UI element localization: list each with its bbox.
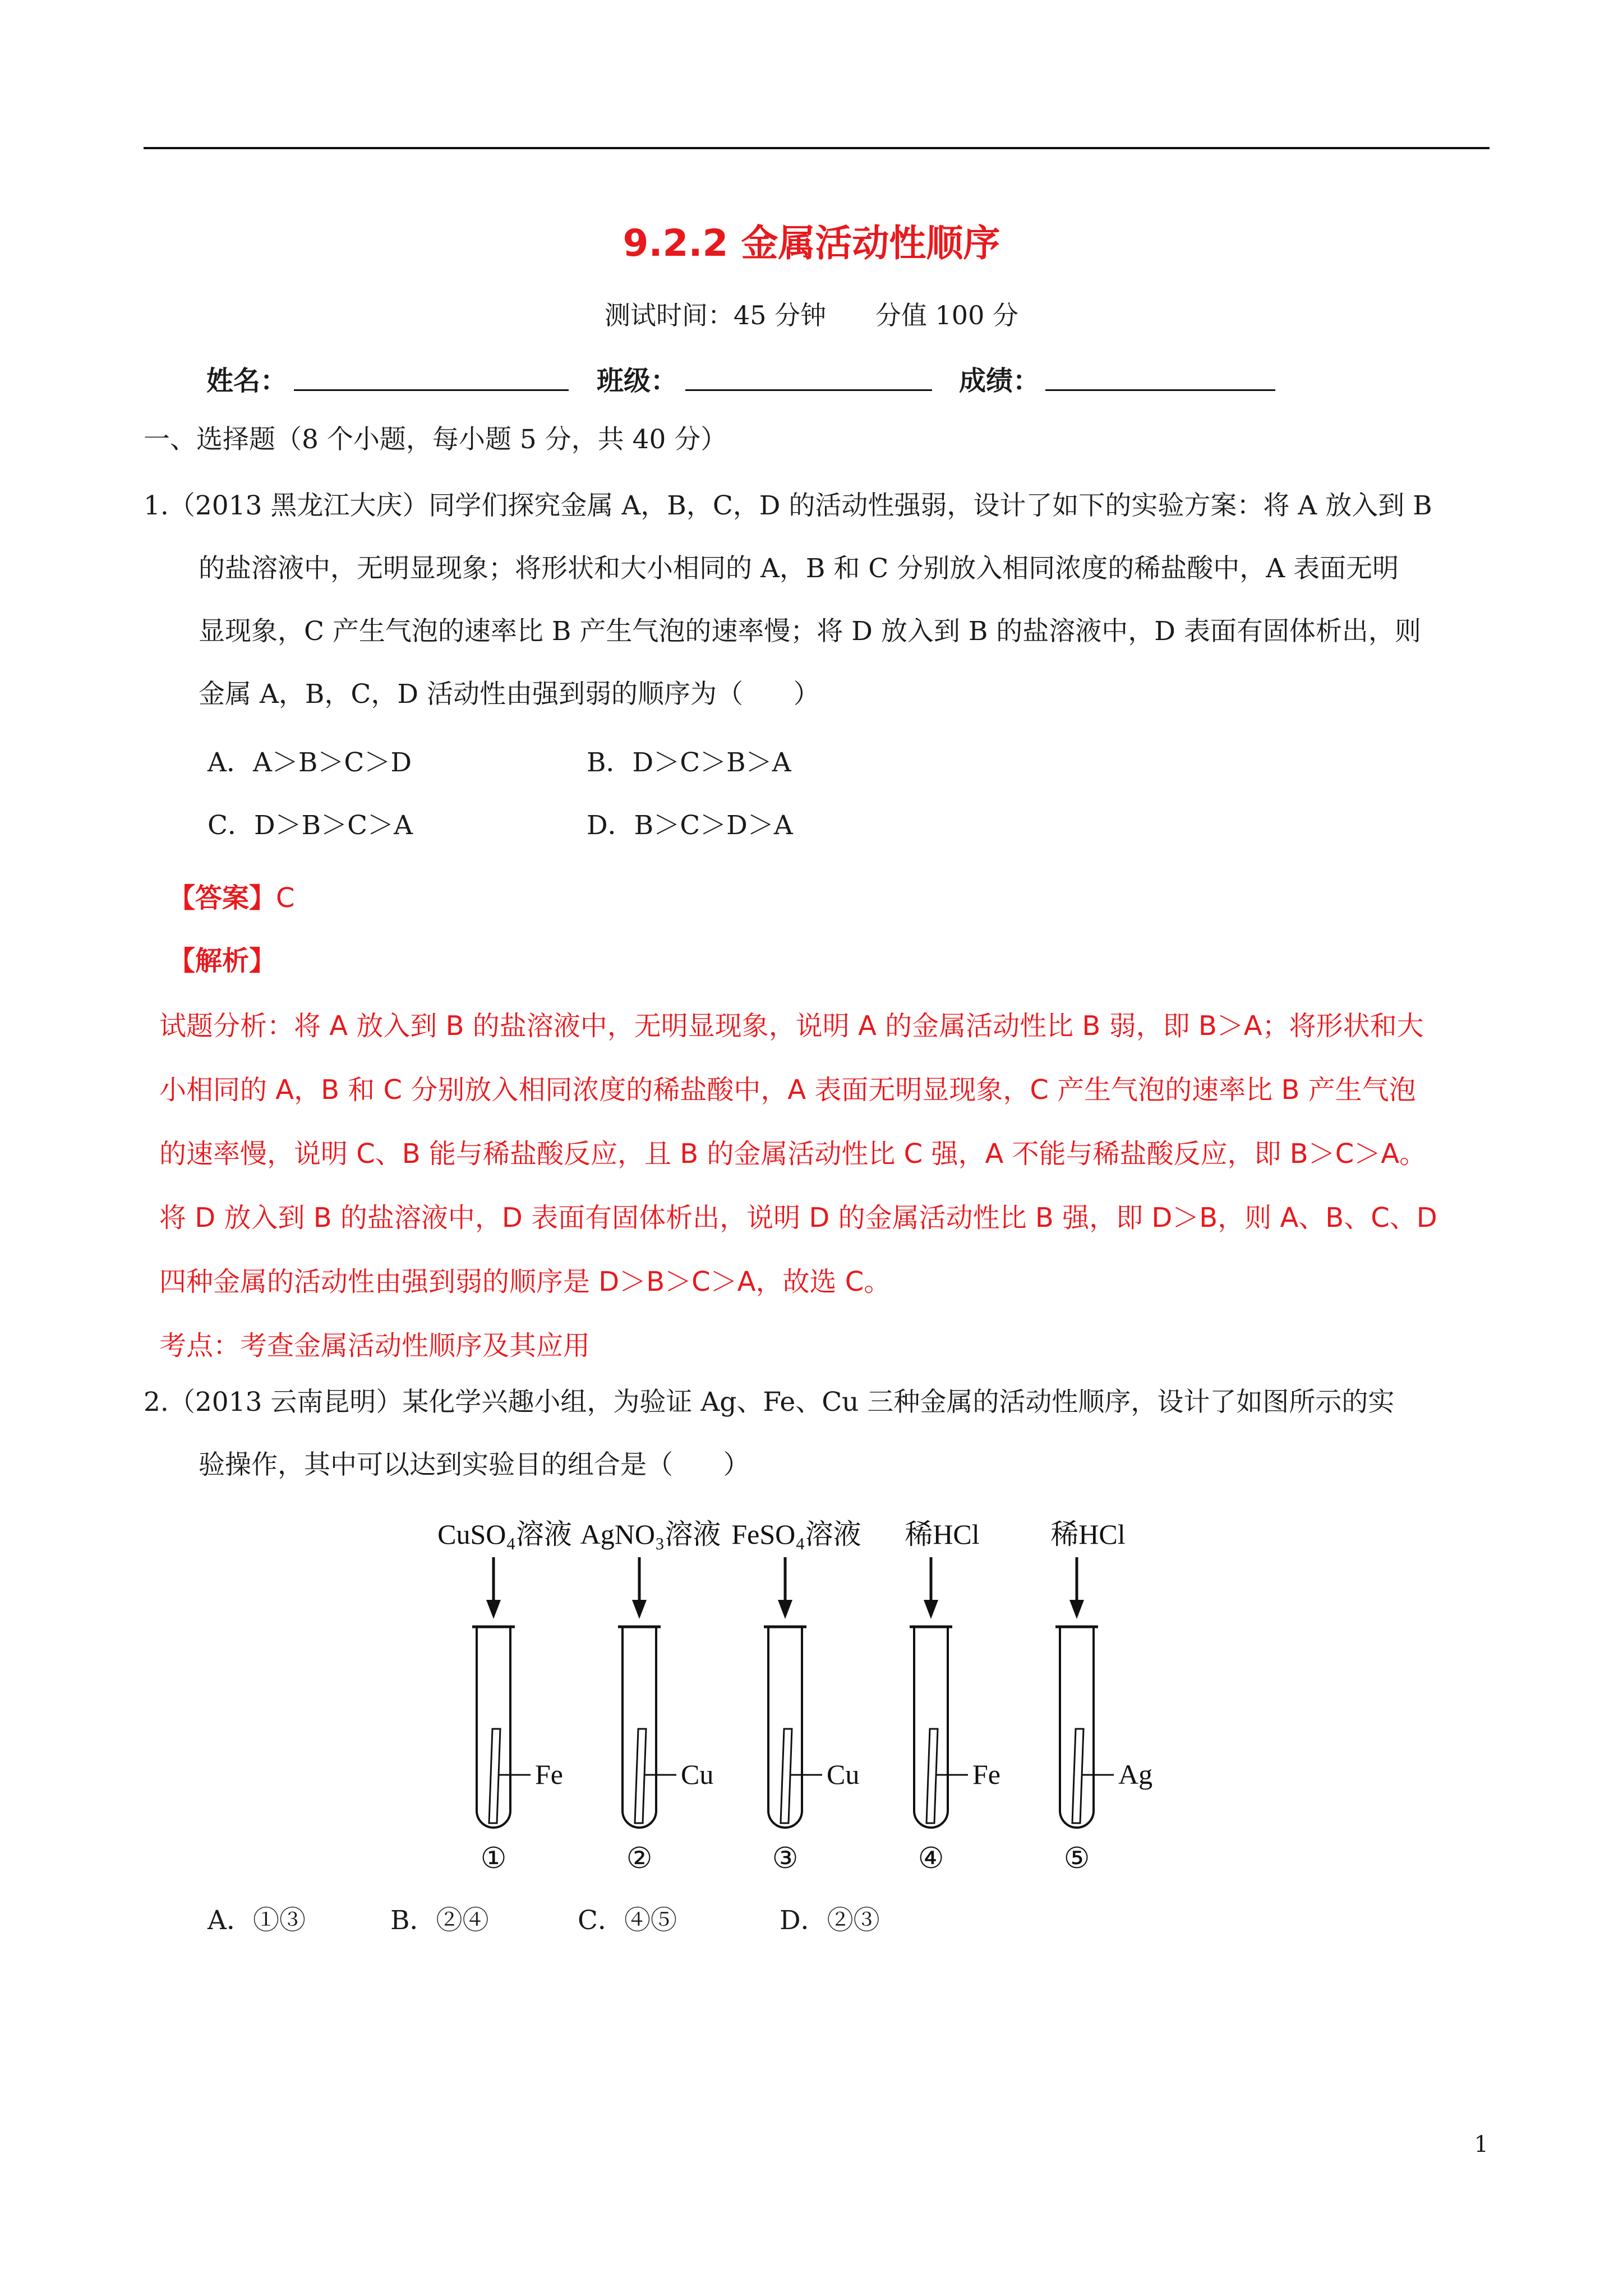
score-field-line[interactable] <box>1045 389 1275 391</box>
header-rule <box>144 147 1490 149</box>
q1-line-3: 显现象，C 产生气泡的速率比 B 产生气泡的速率慢；将 D 放入到 B 的盐溶液中，D 表面有固体析出，则 <box>199 616 1421 647</box>
analysis-line-5: 四种金属的活动性由强到弱的顺序是 D＞B＞C＞A，故选 C。 <box>159 1266 891 1297</box>
metal-strip <box>489 1729 500 1823</box>
q1-line-1: 1.（2013 黑龙江大庆）同学们探究金属 A，B，C，D 的活动性强弱，设计了如下的实验方案：将 A 放入到 B <box>144 490 1432 521</box>
q1-line-4: 金属 A，B，C，D 活动性由强到弱的顺序为（ ） <box>199 679 820 710</box>
metal-label: Cu <box>827 1759 860 1790</box>
reagent-label: FeSO₄溶液 <box>731 1519 861 1550</box>
arrowhead-icon <box>632 1600 647 1619</box>
test-info: 测试时间：45 分钟 分值 100 分 <box>605 300 1018 330</box>
reagent-label: 稀HCl <box>1050 1519 1126 1550</box>
test-tube-4 <box>905 1519 1000 1875</box>
metal-strip <box>781 1729 792 1823</box>
metal-label: Fe <box>972 1759 1000 1790</box>
tube-number: ⑤ <box>1063 1843 1090 1875</box>
section-heading: 一、选择题（8 个小题，每小题 5 分，共 40 分） <box>144 424 727 455</box>
test-tube-2 <box>580 1519 721 1875</box>
answer-label: 【答案】 <box>168 882 276 914</box>
analysis-line-1: 试题分析：将 A 放入到 B 的盐溶液中，无明显现象，说明 A 的金属活动性比 B 弱，即 B＞A；将形状和大 <box>159 1010 1424 1042</box>
arrowhead-icon <box>924 1600 938 1619</box>
metal-strip <box>926 1729 938 1823</box>
test-tube-3 <box>731 1519 861 1875</box>
q2-option-b[interactable]: B．②④ <box>390 1905 489 1936</box>
q2-option-a[interactable]: A．①③ <box>208 1905 306 1936</box>
reagent-label: AgNO₃溶液 <box>580 1519 721 1550</box>
q1-answer <box>168 876 295 915</box>
name-field-line[interactable] <box>294 389 569 391</box>
metal-strip <box>635 1729 646 1823</box>
name-label: 姓名： <box>206 365 288 397</box>
arrowhead-icon <box>778 1600 792 1619</box>
tube-number: ① <box>480 1843 507 1875</box>
analysis-line-2: 小相同的 A，B 和 C 分别放入相同浓度的稀盐酸中，A 表面无明显现象，C 产生气泡的速率比 B 产生气泡 <box>159 1074 1416 1106</box>
q2-option-c[interactable]: C．④⑤ <box>578 1905 677 1936</box>
analysis-line-3: 的速率慢，说明 C、B 能与稀盐酸反应，且 B 的金属活动性比 C 强，A 不能与稀盐酸反应，即 B＞C＞A。 <box>159 1138 1427 1170</box>
q1-option-b[interactable]: B．D＞C＞B＞A <box>587 747 791 778</box>
q2-line-1: 2.（2013 云南昆明）某化学兴趣小组，为验证 Ag、Fe、Cu 三种金属的活动性顺序，设计了如图所示的实 <box>144 1387 1395 1418</box>
answer-value: C <box>276 882 295 914</box>
page-number: 1 <box>1474 2132 1488 2157</box>
q2-line-2: 验操作，其中可以达到实验目的组合是（ ） <box>199 1450 750 1480</box>
test-tube-5 <box>1050 1519 1152 1875</box>
arrowhead-icon <box>486 1600 501 1619</box>
q1-line-2: 的盐溶液中，无明显现象；将形状和大小相同的 A，B 和 C 分别放入相同浓度的稀盐酸中，A 表面无明 <box>199 553 1399 584</box>
metal-strip <box>1072 1729 1083 1823</box>
score-label: 成绩： <box>959 365 1040 397</box>
metal-label: Cu <box>681 1759 714 1790</box>
test-tube-figure <box>415 1509 1200 1885</box>
arrowhead-icon <box>1069 1600 1084 1619</box>
class-field-line[interactable] <box>685 389 932 391</box>
analysis-label: 【解析】 <box>168 945 276 977</box>
q1-option-d[interactable]: D．B＞C＞D＞A <box>587 810 793 841</box>
page-title: 9.2.2 金属活动性顺序 <box>623 222 1000 265</box>
test-tube-1 <box>437 1519 572 1875</box>
tube-number: ② <box>626 1843 653 1875</box>
tube-number: ④ <box>917 1843 944 1875</box>
q1-option-a[interactable]: A．A＞B＞C＞D <box>208 747 412 778</box>
class-label: 班级： <box>597 365 678 397</box>
q1-option-c[interactable]: C．D＞B＞C＞A <box>208 810 413 841</box>
metal-label: Ag <box>1118 1759 1153 1790</box>
analysis-line-4: 将 D 放入到 B 的盐溶液中，D 表面有固体析出，说明 D 的金属活动性比 B 强，即 D＞B，则 A、B、C、D <box>159 1202 1437 1234</box>
reagent-label: 稀HCl <box>905 1519 980 1550</box>
tube-number: ③ <box>772 1843 799 1875</box>
metal-label: Fe <box>535 1759 563 1790</box>
reagent-label: CuSO₄溶液 <box>437 1519 572 1550</box>
kaodian: 考点：考查金属活动性顺序及其应用 <box>159 1330 591 1361</box>
q2-option-d[interactable]: D．②③ <box>780 1905 880 1936</box>
